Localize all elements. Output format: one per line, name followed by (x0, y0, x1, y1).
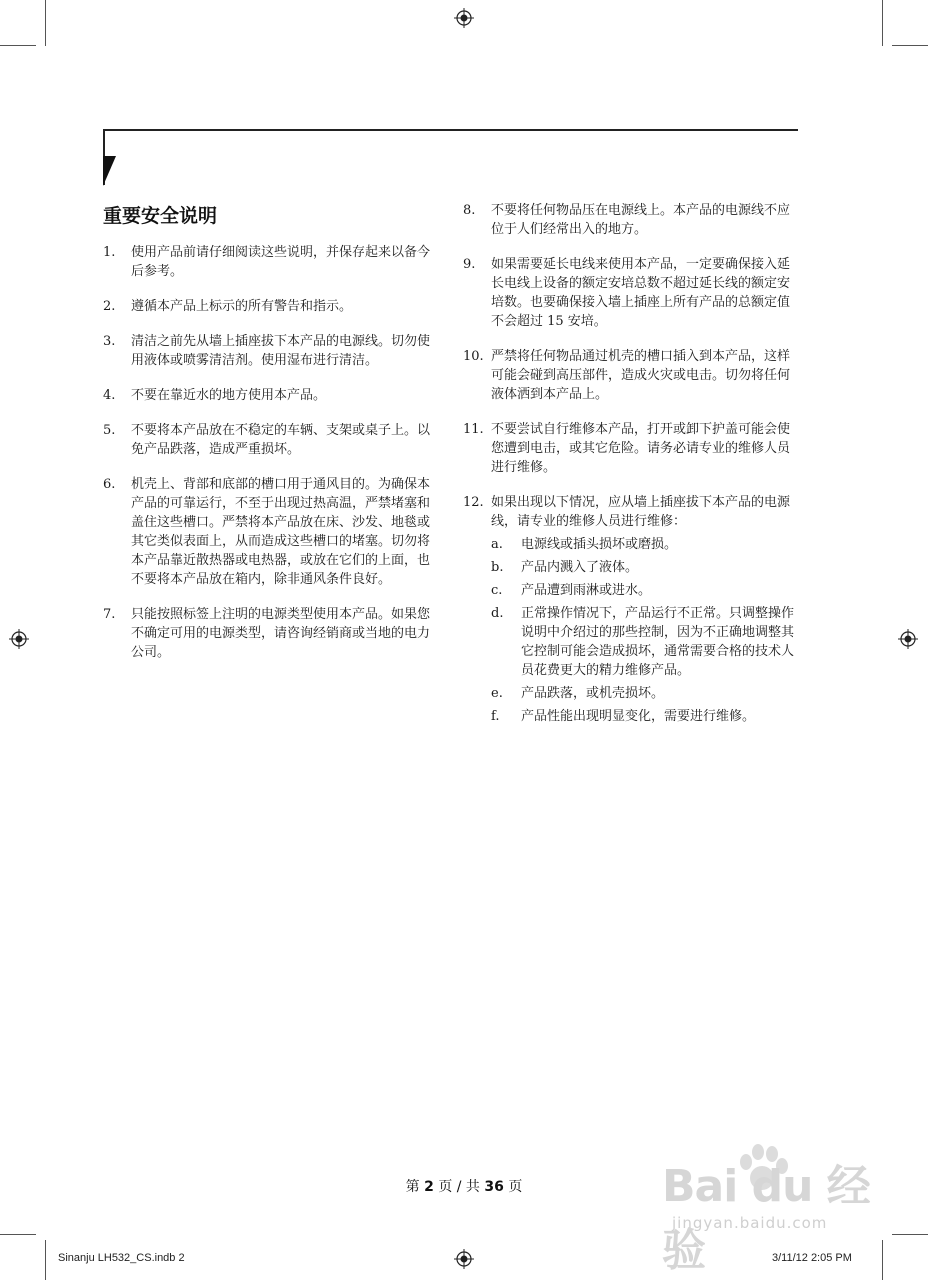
crop-mark (0, 45, 36, 46)
sub-item-text: 产品内溅入了液体。 (521, 560, 639, 575)
sub-list-item (491, 684, 800, 703)
item-number: 12. (463, 495, 484, 510)
sub-list-item (491, 581, 800, 600)
item-number: 11. (463, 422, 484, 437)
sub-item-text: 电源线或插头损坏或磨损。 (521, 537, 678, 552)
item-number: 8. (463, 203, 476, 218)
item-number: 5. (103, 423, 116, 438)
sub-list-item (491, 707, 800, 726)
item-text: 不要尝试自行维修本产品，打开或卸下护盖可能会使您遭到电击，或其它危险。请务必请专业的维修人员进行维修。 (491, 422, 791, 475)
sub-item-text: 产品跌落，或机壳损坏。 (521, 686, 665, 701)
item-text: 只能按照标签上注明的电源类型使用本产品。如果您不确定可用的电源类型，请咨询经销商或当地的电力公司。 (131, 607, 431, 660)
list-item (463, 201, 800, 239)
list-item (103, 297, 438, 316)
item-text: 不要将任何物品压在电源线上。本产品的电源线不应位于人们经常出入的地方。 (491, 203, 791, 237)
item-number: 4. (103, 388, 116, 403)
sub-item-letter: d. (491, 606, 504, 621)
crop-mark (882, 0, 883, 46)
slug-datetime: 3/11/12 2:05 PM (772, 1252, 852, 1264)
list-item (103, 475, 438, 589)
sub-list-item (491, 604, 800, 680)
crop-mark (0, 1234, 36, 1235)
header-tab-marker (103, 156, 116, 186)
watermark-text: Bai du 经验 (662, 1161, 870, 1276)
crop-mark (892, 1234, 928, 1235)
sub-list (491, 535, 800, 726)
item-number: 3. (103, 334, 116, 349)
registration-mark-icon (898, 629, 918, 649)
registration-mark-icon (9, 629, 29, 649)
item-number: 10. (463, 349, 484, 364)
item-text: 清洁之前先从墙上插座拔下本产品的电源线。切勿使用液体或喷雾清洁剂。使用湿布进行清洁。 (131, 334, 431, 368)
item-text: 使用产品前请仔细阅读这些说明，并保存起来以备今后参考。 (131, 245, 431, 279)
item-number: 1. (103, 245, 116, 260)
item-text: 不要在靠近水的地方使用本产品。 (131, 388, 327, 403)
sub-list-item (491, 558, 800, 577)
list-item (103, 605, 438, 662)
list-item (463, 420, 800, 477)
sub-item-text: 正常操作情况下，产品运行不正常。只调整操作说明中介绍过的那些控制，因为不正确地调整其它控制可能会造成损坏，通常需要合格的技术人员花费更大的精力维修产品。 (521, 606, 795, 678)
page-prefix: 第 (405, 1179, 420, 1195)
item-text: 如果需要延长电线来使用本产品，一定要确保接入延长电线上设备的额定安培总数不超过延长线的额定安培数。也要确保接入墙上插座上所有产品的总额定值不会超过 15 安培。 (491, 257, 791, 329)
left-column (103, 243, 438, 678)
item-text: 机壳上、背部和底部的槽口用于通风目的。为确保本产品的可靠运行，不至于出现过热高温，严禁堵塞和盖住这些槽口。严禁将本产品放在床、沙发、地毯或其它类似表面上，从而造成这些槽口的堵塞。切勿将本产品靠近散热器或电热器，或放在它们的上面，也不要将本产品放在箱内，除非通风条件良好。 (131, 477, 431, 587)
header-rule (103, 129, 798, 131)
item-text: 遵循本产品上标示的所有警告和指示。 (131, 299, 353, 314)
list-item (463, 347, 800, 404)
crop-mark (892, 45, 928, 46)
item-number: 7. (103, 607, 116, 622)
slug-filename: Sinanju LH532_CS.indb 2 (58, 1252, 185, 1264)
section-title: 重要安全说明 (103, 205, 218, 227)
crop-mark (45, 0, 46, 46)
sub-item-letter: e. (491, 686, 503, 701)
sub-item-letter: c. (491, 583, 503, 598)
list-item (103, 243, 438, 281)
item-text: 严禁将任何物品通过机壳的槽口插入到本产品，这样可能会碰到高压部件，造成火灾或电击。切勿将任何液体洒到本产品上。 (491, 349, 791, 402)
page-suffix: 页 (508, 1179, 523, 1195)
right-column (463, 201, 800, 742)
list-item (103, 386, 438, 405)
sub-item-letter: b. (491, 560, 504, 575)
item-text: 如果出现以下情况，应从墙上插座拔下本产品的电源线，请专业的维修人员进行维修： (491, 495, 791, 529)
list-item (103, 332, 438, 370)
crop-mark (45, 1240, 46, 1280)
list-item (463, 255, 800, 331)
watermark-url: jingyan.baidu.com (672, 1214, 828, 1232)
sub-item-letter: a. (491, 537, 503, 552)
page-mid: 页 / 共 (438, 1179, 480, 1195)
list-item (463, 493, 800, 726)
item-number: 2. (103, 299, 116, 314)
registration-mark-icon (454, 1249, 474, 1269)
list-item (103, 421, 438, 459)
item-text: 不要将本产品放在不稳定的车辆、支架或桌子上。以免产品跌落，造成严重损坏。 (131, 423, 431, 457)
page-current: 2 (424, 1179, 434, 1195)
item-number: 6. (103, 477, 116, 492)
sub-item-letter: f. (491, 709, 500, 724)
sub-item-text: 产品遭到雨淋或进水。 (521, 583, 652, 598)
registration-mark-icon (454, 8, 474, 28)
page-total: 36 (484, 1179, 504, 1195)
sub-item-text: 产品性能出现明显变化，需要进行维修。 (521, 709, 756, 724)
item-number: 9. (463, 257, 476, 272)
sub-list-item (491, 535, 800, 554)
crop-mark (882, 1240, 883, 1280)
